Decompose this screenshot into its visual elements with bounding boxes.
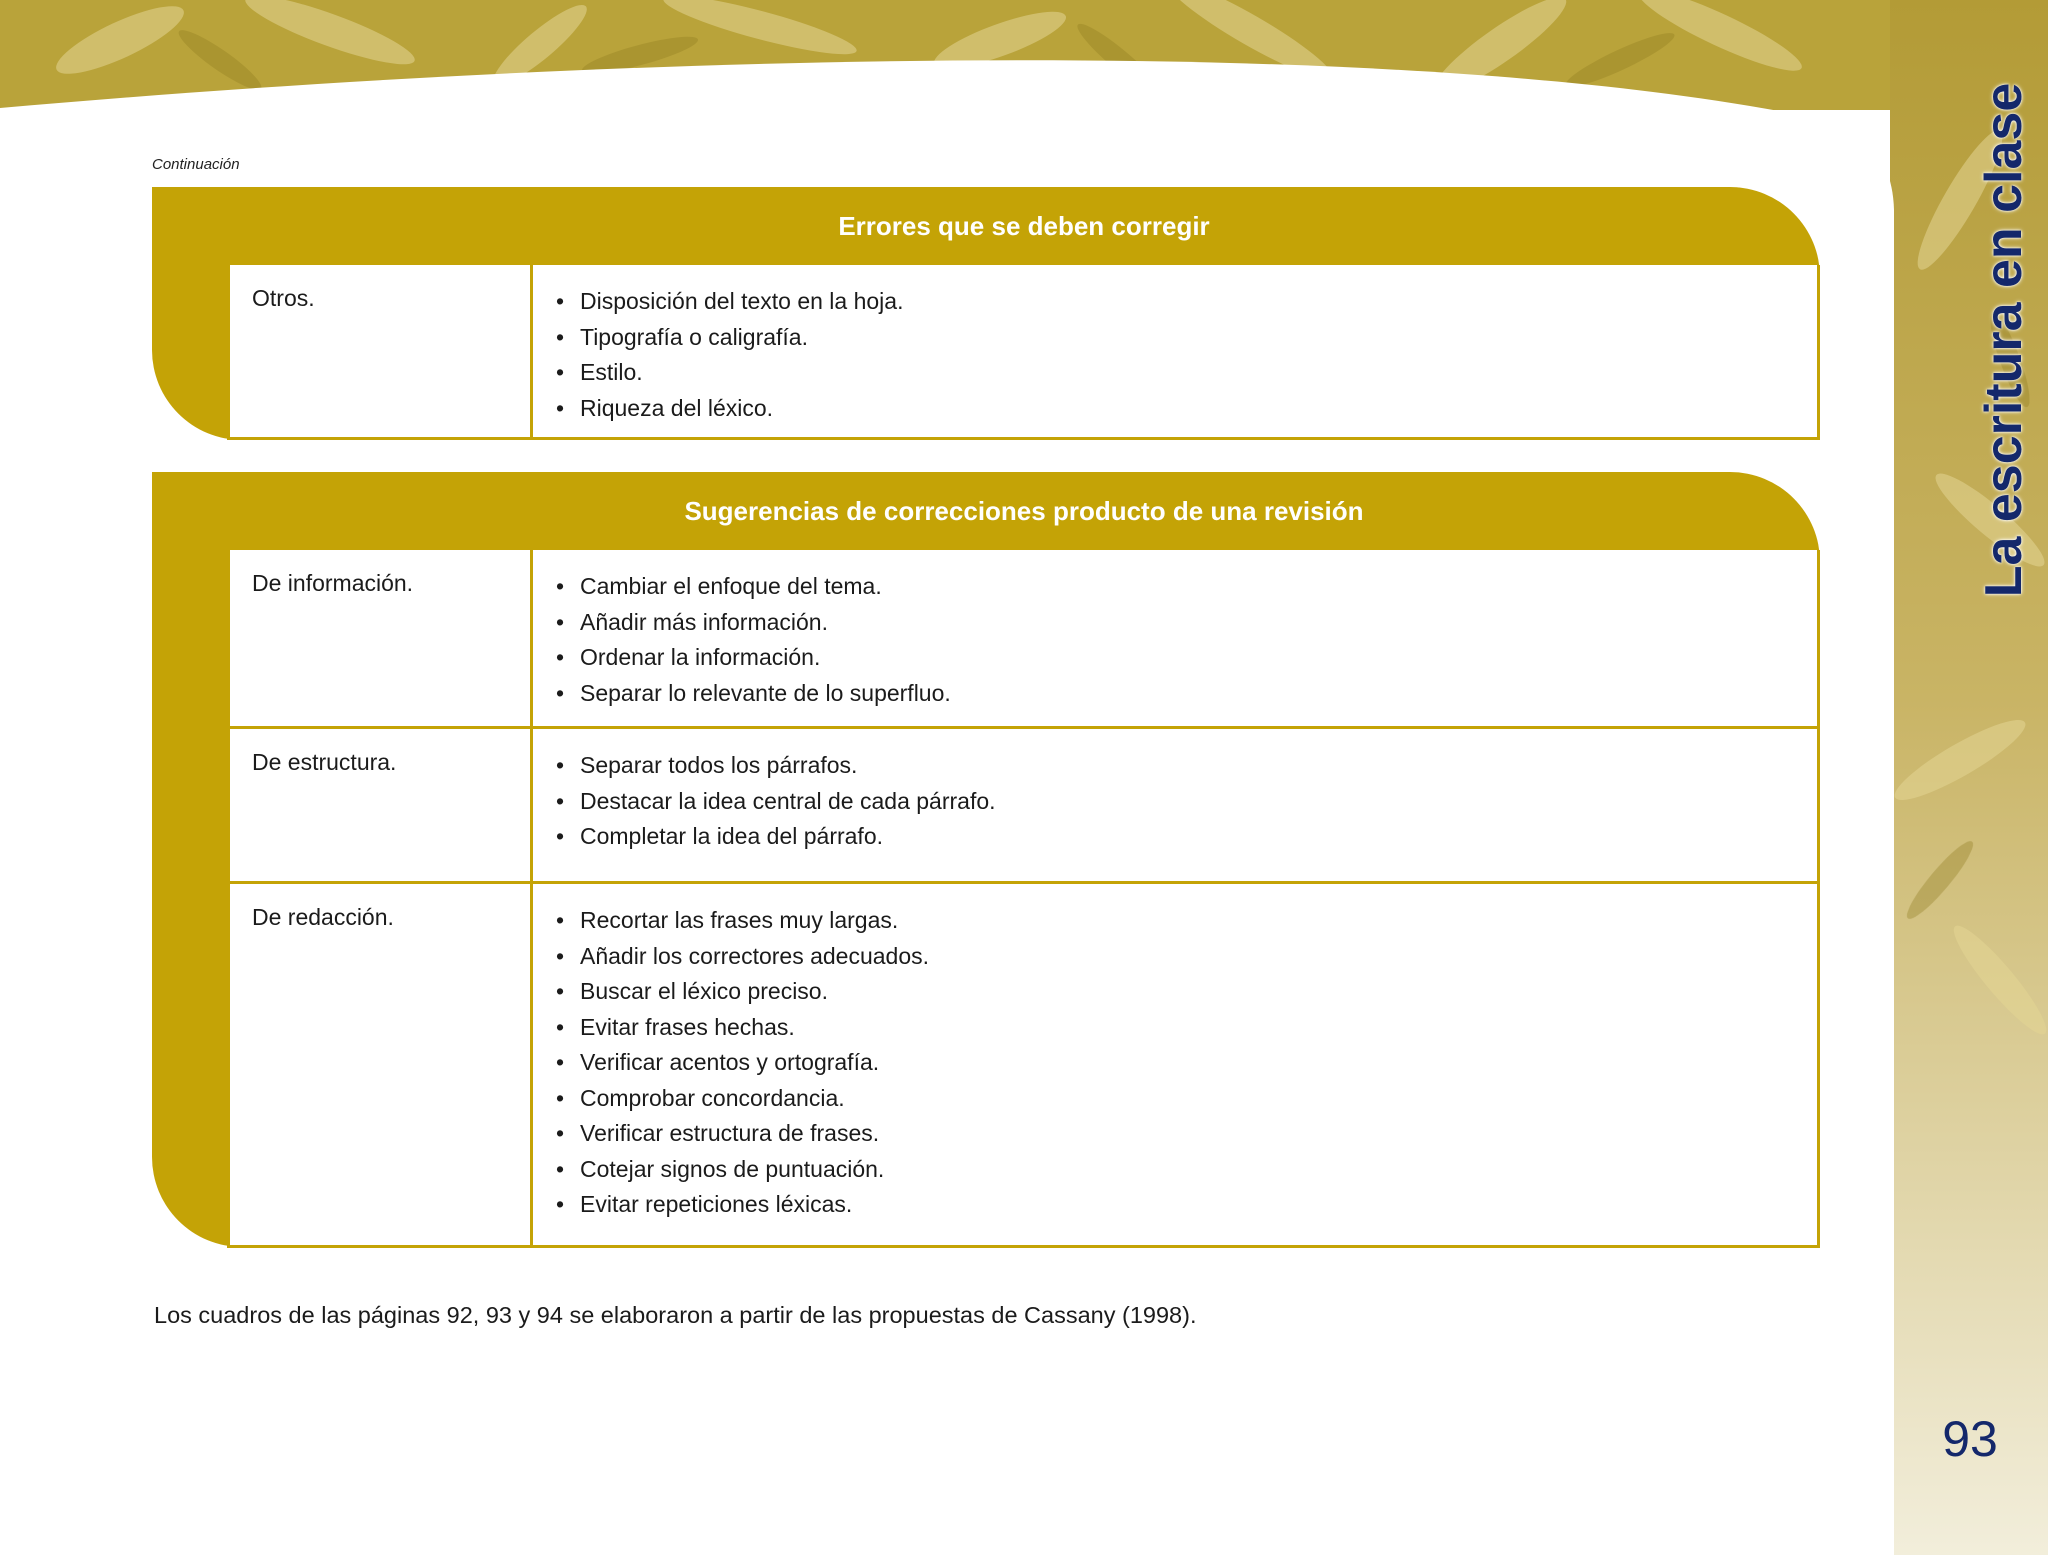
row-category: Otros. [230,265,533,437]
page-number: 93 [1942,1411,1998,1467]
continuation-label: Continuación [152,156,240,173]
list-item: • Buscar el léxico preciso. [556,974,1817,1010]
suggestions-table [227,550,1820,1248]
list-item: • Estilo. [556,355,1817,391]
list-item: • Disposición del texto en la hoja. [556,284,1817,320]
list-item: • Recortar las frases muy largas. [556,903,1817,939]
errors-table-section [152,187,1820,440]
footnote: Los cuadros de las páginas 92, 93 y 94 se elaboraron a partir de las propuestas de Cassany (1998). [154,1302,1197,1328]
suggestions-table-title: Sugerencias de correcciones producto de una revisión [684,495,1364,526]
list-item: • Cambiar el enfoque del tema. [556,569,1817,605]
table-row [230,726,1817,881]
list-item: • Separar lo relevante de lo superfluo. [556,676,1817,712]
list-item: • Cotejar signos de puntuación. [556,1152,1817,1188]
row-category: De información. [230,550,533,726]
list-item: • Evitar frases hechas. [556,1010,1817,1046]
list-item: • Añadir los correctores adecuados. [556,939,1817,975]
list-item: • Añadir más información. [556,605,1817,641]
table-row [230,265,1817,437]
table-row [230,881,1817,1245]
list-item: • Comprobar concordancia. [556,1081,1817,1117]
row-items [533,265,1817,437]
list-item: • Completar la idea del párrafo. [556,819,1817,855]
row-category: De redacción. [230,884,533,1245]
list-item: • Evitar repeticiones léxicas. [556,1187,1817,1223]
list-item: • Verificar acentos y ortografía. [556,1045,1817,1081]
table-row [230,550,1817,726]
row-items [533,729,1817,881]
row-items [533,884,1817,1245]
side-title: La escritura en clase [1975,82,2033,598]
suggestions-table-section [152,472,1820,1247]
list-item: • Tipografía o caligrafía. [556,320,1817,356]
errors-table-title: Errores que se deben corregir [838,210,1210,241]
errors-table [227,265,1820,440]
list-item: • Separar todos los párrafos. [556,748,1817,784]
row-category: De estructura. [230,729,533,881]
list-item: • Ordenar la información. [556,640,1817,676]
row-items [533,550,1817,726]
list-item: • Destacar la idea central de cada párrafo. [556,784,1817,820]
list-item: • Verificar estructura de frases. [556,1116,1817,1152]
list-item: • Riqueza del léxico. [556,391,1817,427]
